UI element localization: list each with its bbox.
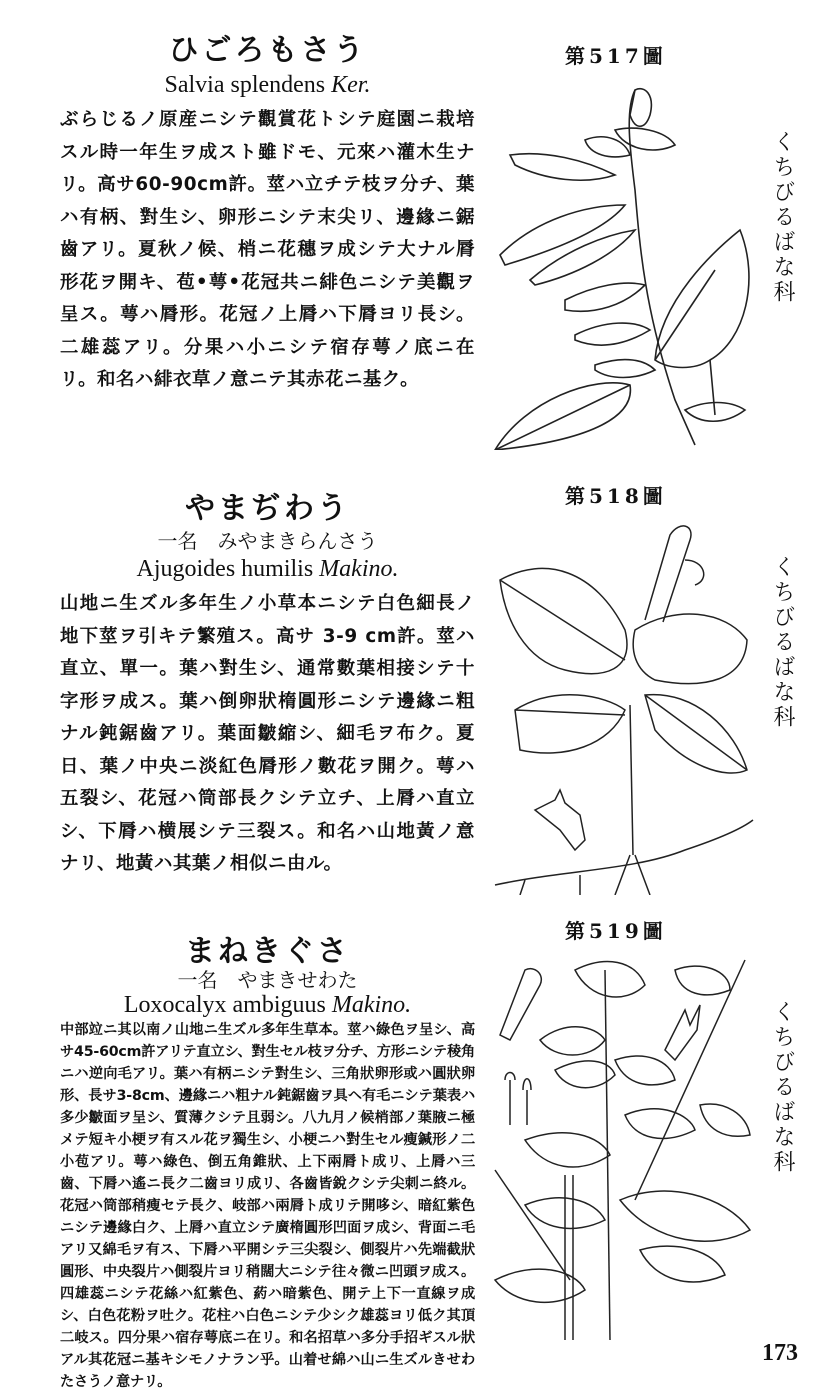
entry-518 [60, 490, 475, 881]
description: 中部竝ニ其以南ノ山地ニ生ズル多年生草本。莖ハ綠色ヲ呈シ、高サ45-60cm許アリテ直立シ、對生セル枝ヲ分チ、方形ニシテ稜角ニハ逆向毛アリ。葉ハ有柄ニシテ對生シ、三角狀卵形或ハ圓狀卵形、長サ3-8cm、邊緣ニハ粗ナル鈍鋸齒ヲ具ヘ有毛ニシテ葉表ハ多少皺面ヲ呈シ、質薄クシテ且弱シ。八九月ノ候梢部ノ葉腋ニ極メテ短キ小梗ヲ有スル花ヲ獨生シ、小梗ニハ對生セル瘦鍼形ノ二小苞アリ。萼ハ綠色、倒五角錐狀、上下兩脣ト成リ、上脣ハ三齒、下脣ハ遙ニ長ク二齒ヨリ成リ、各齒皆銳クシテ尖刺ニ終ル。花冠ハ筒部稍瘦セテ長ク、岐部ハ兩脣ト成リテ開哆シ、暗紅紫色ニシテ邊緣白ク、上脣ハ直立シテ廣楕圓形凹面ヲ成シ、背面ニ毛アリ又綿毛ヲ有ス、下脣ハ平開シテ三尖裂シ、側裂片ハ先端截狀圓形、中央裂片ハ側裂片ヨリ稍闊大ニシテ往々微ニ凹頭ヲ成ス。四雄蕊ニシテ花絲ハ紅紫色、葯ハ暗紫色、開テ上下一直線ヲ成シ、白色花粉ヲ吐ク。花柱ハ白色ニシテ少シク雄蕊ヨリ低ク其頂二岐ス。四分果ハ宿存萼底ニ在リ。和名招草ハ多分手招ギスル狀アル其花冠ニ基キシモノナラン乎。山着せ綿ハ山ニ生ズルきせわたさうノ意ナリ。 [60, 1022, 475, 1390]
genus-species: Salvia splendens [164, 72, 326, 98]
author: Makino. [331, 992, 412, 1018]
family-label: くちびるばな科 [770, 130, 795, 305]
description: ぶらじるノ原産ニシテ觀賞花トシテ庭園ニ栽培スル時一年生ヲ成スト雖ドモ、元來ハ灌木生ナリ。高サ60-90cm許。莖ハ立チテ枝ヲ分チ、葉ハ有柄、對生シ、卵形ニシテ末尖リ、邊緣ニ鋸齒アリ。夏秋ノ候、梢ニ花穗ヲ成シテ大ナル脣形花ヲ開キ、苞•萼•花冠共ニ緋色ニシテ美觀ヲ呈ス。萼ハ脣形。花冠ノ上脣ハ下脣ヨリ長シ。二雄蕊アリ。分果ハ小ニシテ宿存萼ノ底ニ在リ。和名ハ緋衣草ノ意ニテ其赤花ニ基ク。 [60, 109, 475, 390]
genus-species: Loxocalyx ambiguus [123, 992, 326, 1018]
description: 山地ニ生ズル多年生ノ小草本ニシテ白色細長ノ地下莖ヲ引キテ繁殖ス。高サ 3-9 cm許。莖ハ直立、單一。葉ハ對生シ、通常數葉相接シテ十字形ヲ成ス。葉ハ倒卵狀楕圓形ニシテ邊緣ニ粗ナル鈍鋸齒アリ。葉面皺縮シ、細毛ヲ布ク。夏日、葉ノ中央ニ淡紅色脣形ノ數花ヲ開ク。萼ハ五裂シ、花冠ハ筒部長クシテ立チ、上脣ハ直立シ、下脣ハ横展シテ三裂ス。和名ハ山地黃ノ意ナリ、地黃ハ其葉ノ相似ニ由ル。 [60, 593, 475, 874]
entry-519 [60, 935, 475, 1393]
alternate-name: 一名 やまきせわた [177, 968, 358, 992]
figure-label-517: 第517圖 [565, 44, 667, 68]
figure-label-519: 第519圖 [565, 919, 667, 943]
author: Ker. [331, 72, 371, 98]
japanese-name: ひごろもさう [168, 33, 367, 68]
scientific-name [60, 554, 475, 584]
family-label: くちびるばな科 [770, 1000, 795, 1175]
alternate-name: 一名 みやまきらんさう [157, 529, 378, 553]
japanese-name: やまぢわう [185, 491, 350, 526]
entry-517 [60, 32, 475, 397]
japanese-name: まねきぐさ [185, 934, 350, 969]
genus-species: Ajugoides humilis [136, 556, 314, 582]
page-number: 173 [762, 1340, 798, 1366]
illustration-ajugoides [485, 510, 755, 895]
illustration-salvia [485, 70, 755, 450]
illustration-loxocalyx [485, 950, 755, 1340]
scientific-name [60, 991, 475, 1019]
author: Makino. [319, 556, 399, 582]
family-label: くちびるばな科 [770, 555, 795, 730]
scientific-name [60, 70, 475, 100]
figure-label-518: 第518圖 [565, 484, 667, 508]
